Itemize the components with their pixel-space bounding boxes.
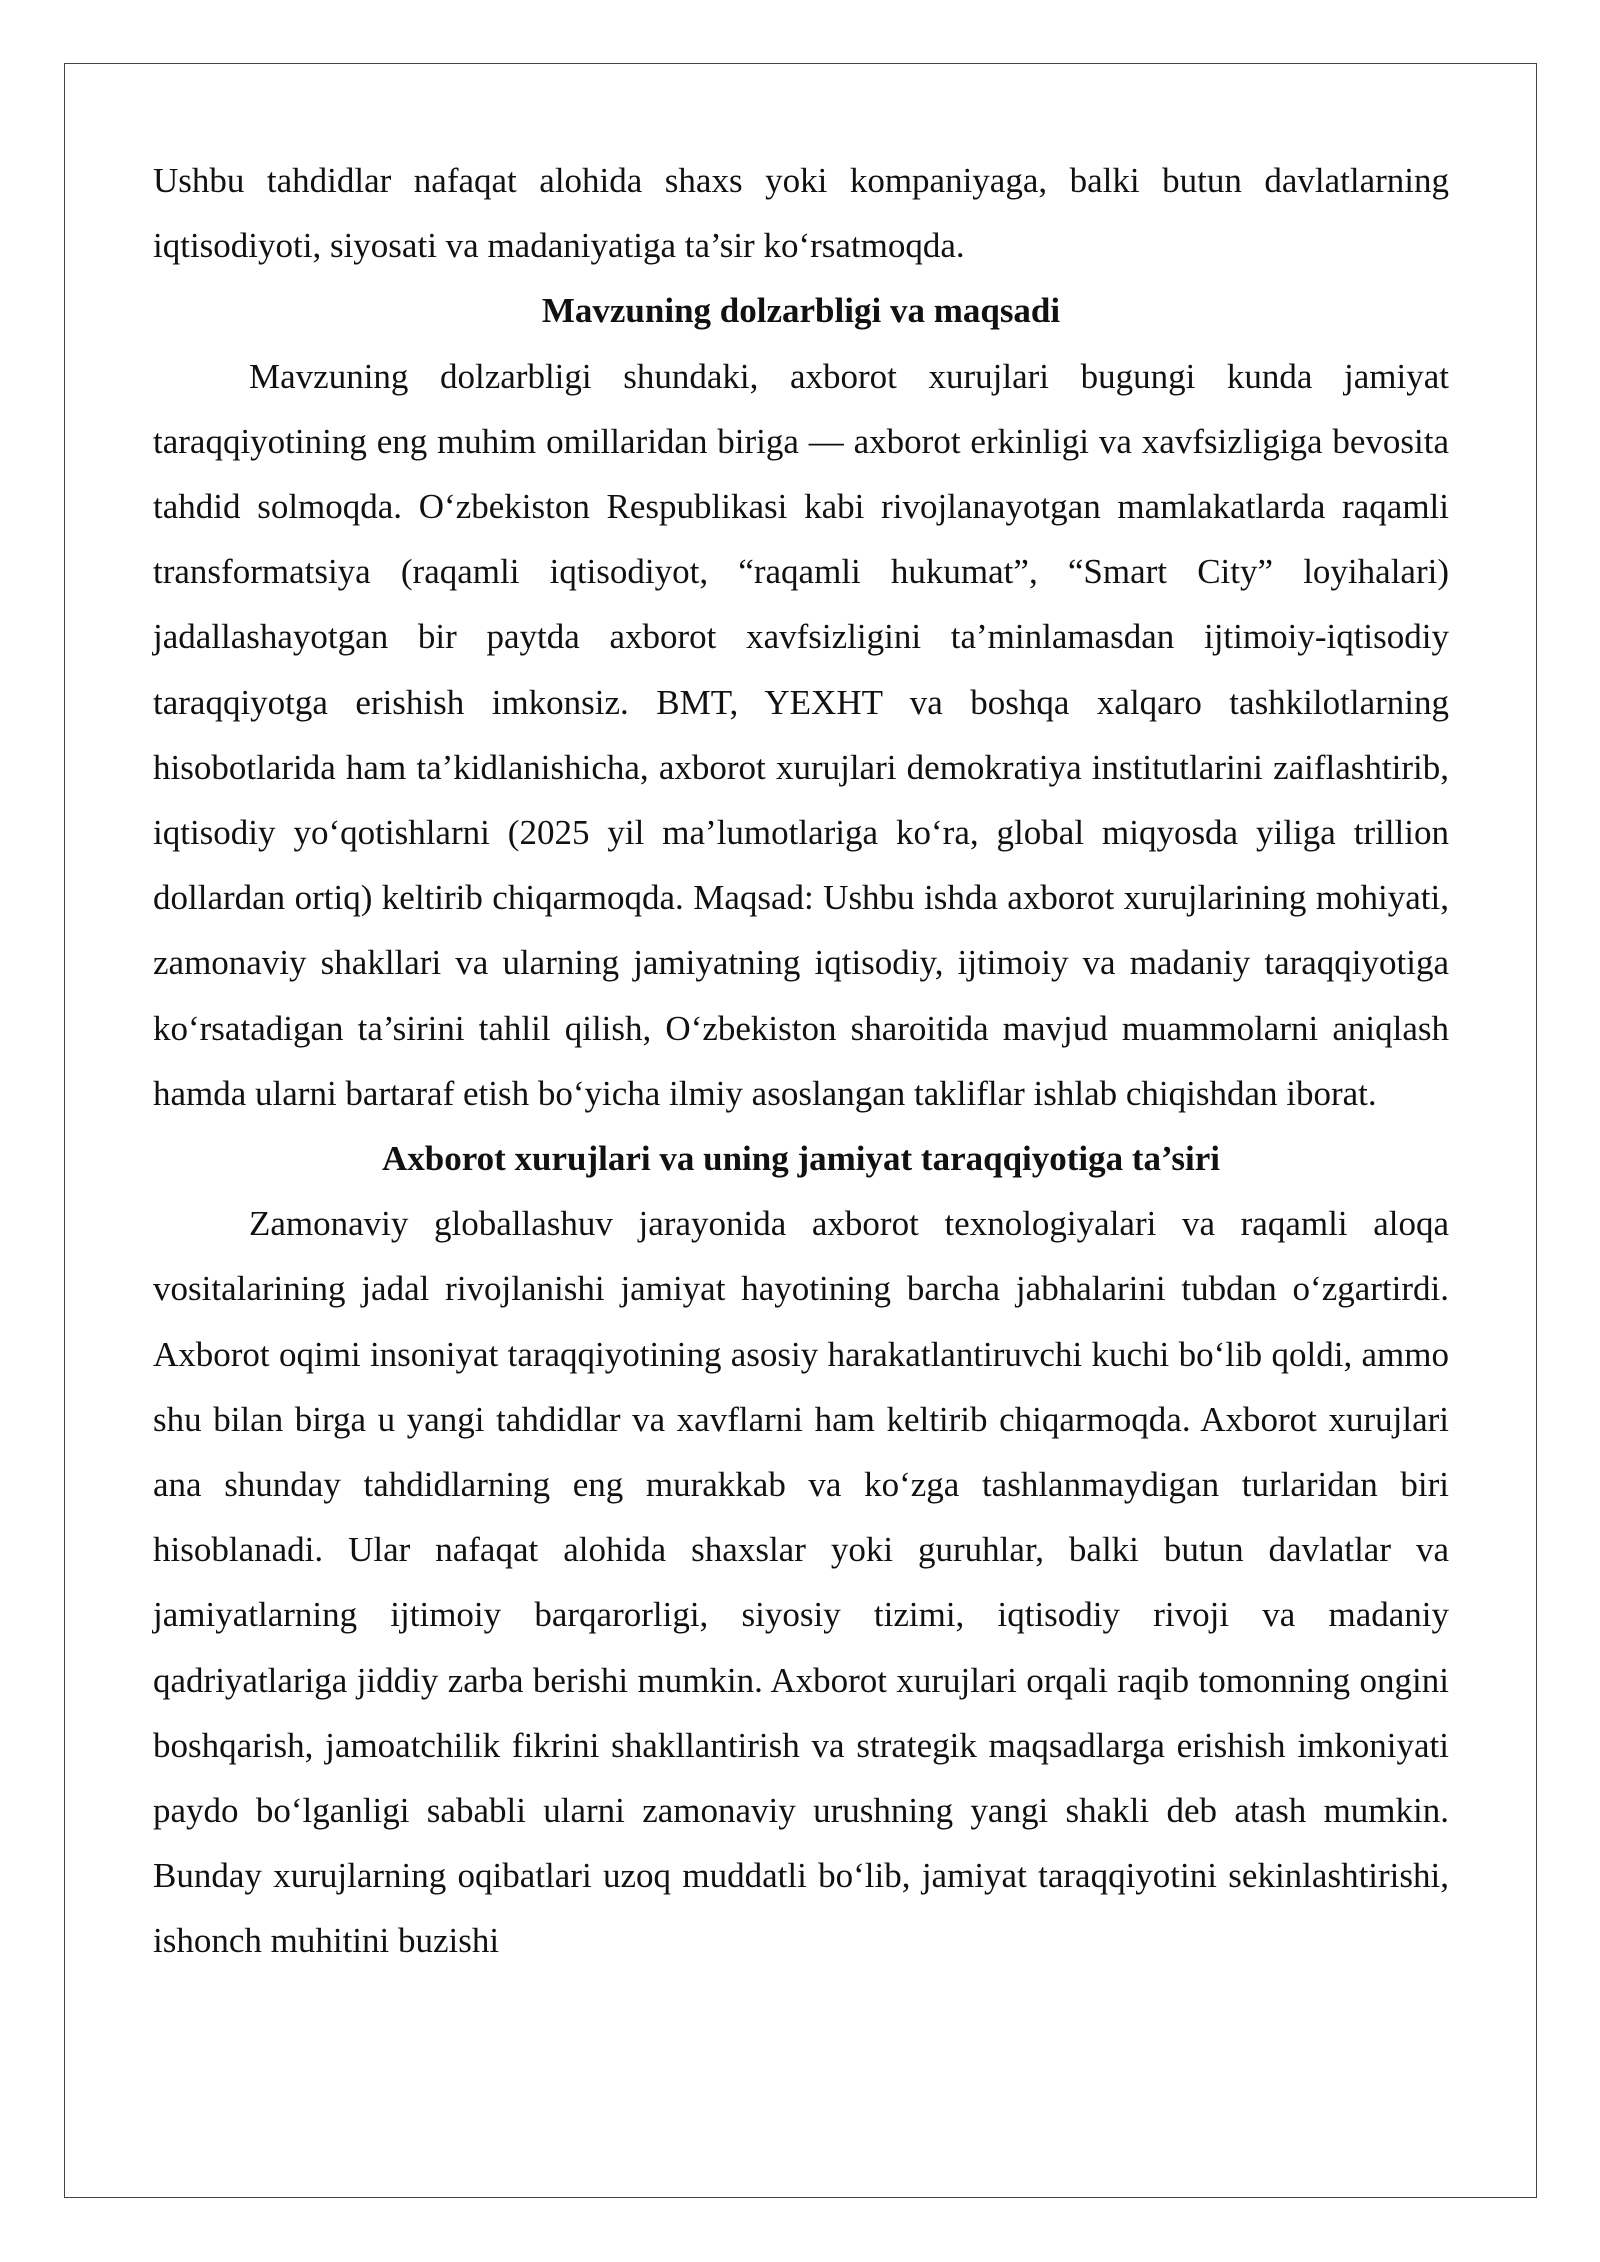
section-heading-information-attacks: Axborot xurujlari va uning jamiyat taraqqiyotiga ta’siri — [381, 1139, 1221, 1179]
section-heading-relevance: Mavzuning dolzarbligi va maqsadi — [541, 291, 1061, 331]
paragraph-continued-text: Ushbu tahdidlar nafaqat alohida shaxs yoki kompaniyaga, balki butun davlatlarning iqtisodiyoti, siyosati va madaniyatiga ta’sir ko‘rsatmoqda. — [153, 161, 1449, 266]
paragraph-relevance-and-goal: Mavzuning dolzarbligi shundaki, axborot xurujlari bugungi kunda jamiyat taraqqiyotining eng muhim omillaridan biriga — axborot erkinligi va xavfsizligiga bevosita tahdid solmoqda. O‘zbekiston Respublikasi kabi rivojlanayotgan mamlakatlarda raqamli transformatsiya (raqamli iqtisodiyot, “raqamli hukumat”, “Smart City” loyihalari) jadallashayotgan bir paytda axborot xavfsizligini ta’minlamasdan ijtimoiy-iqtisodiy taraqqiyotga erishish imkonsiz. BMT, YEXHT va boshqa xalqaro tashkilotlarning hisobotlarida ham ta’kidlanishicha, axborot xurujlari demokratiya institutlarini zaiflashtirib, iqtisodiy yo‘qotishlarni (2025 yil ma’lumotlariga ko‘ra, global miqyosda yiliga trillion dollardan ortiq) keltirib chiqarmoqda. Maqsad: Ushbu ishda axborot xurujlarining mohiyati, zamonaviy shakllari va ularning jamiyatning iqtisodiy, ijtimoiy va madaniy taraqqiyotiga ko‘rsatadigan ta’sirini tahlil qilish, O‘zbekiston sharoitida mavjud muammolarni aniqlash hamda ularni bartaraf etish bo‘yicha ilmiy asoslangan takliflar ishlab chiqishdan iborat. — [153, 356, 1449, 1113]
document-body — [153, 148, 1449, 1974]
paragraph-information-attacks: Zamonaviy globallashuv jarayonida axborot texnologiyalari va raqamli aloqa vositalarining jadal rivojlanishi jamiyat hayotining barcha jabhalarini tubdan o‘zgartirdi. Axborot oqimi insoniyat taraqqiyotining asosiy harakatlantiruvchi kuchi bo‘lib qoldi, ammo shu bilan birga u yangi tahdidlar va xavflarni ham keltirib chiqarmoqda. Axborot xurujlari ana shunday tahdidlarning eng murakkab va ko‘zga tashlanmaydigan turlaridan biri hisoblanadi. Ular nafaqat alohida shaxslar yoki guruhlar, balki butun davlatlar va jamiyatlarning ijtimoiy barqarorligi, siyosiy tizimi, iqtisodiy rivoji va madaniy qadriyatlariga jiddiy zarba berishi mumkin. Axborot xurujlari orqali raqib tomonning ongini boshqarish, jamoatchilik fikrini shakllantirish va strategik maqsadlarga erishish imkoniyati paydo bo‘lganligi sababli ularni zamonaviy urushning yangi shakli deb atash mumkin. Bunday xurujlarning oqibatlari uzoq muddatli bo‘lib, jamiyat taraqqiyotini sekinlashtirishi, ishonch muhitini buzishi — [153, 1204, 1449, 1961]
